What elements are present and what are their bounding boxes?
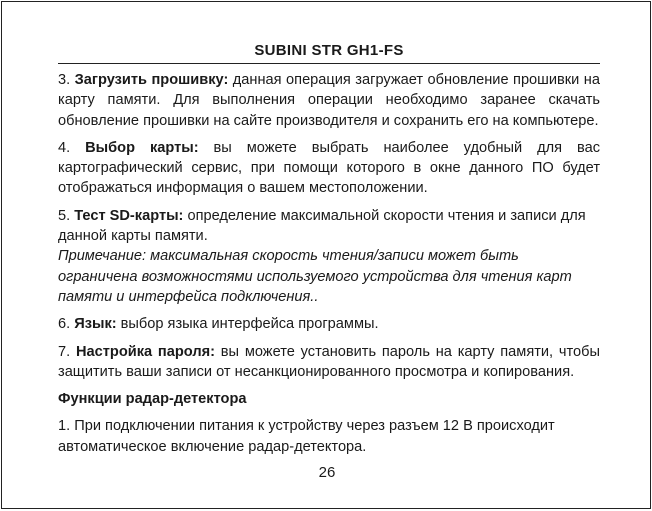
document-page — [1, 1, 651, 509]
item-number: 4. — [58, 139, 71, 156]
section-paragraph: 1. При подключении питания к устройству через разъем 12 В происходит автоматическое включение радар-детектора. — [58, 418, 555, 455]
item-map-select — [58, 138, 600, 199]
page-number: 26 — [318, 464, 336, 481]
item-number: 7. — [58, 343, 71, 360]
item-language — [58, 314, 600, 334]
item-password — [58, 342, 600, 383]
item-label: Выбор карты: — [85, 139, 199, 156]
item-text: вы можете установить пароль на карту памяти, чтобы защитить ваши записи от несанкционированного просмотра и копирования. — [58, 343, 600, 380]
item-label: Язык: — [74, 316, 117, 333]
page-content — [58, 70, 600, 464]
item-number: 3. — [58, 72, 71, 88]
page-header: SUBINI STR GH1-FS — [254, 42, 404, 59]
item-text: данная операция загружает обновление прошивки на карту памяти. Для выполнения операции необходимо заранее скачать обновление прошивки на сайте производителя и сохранить его на компьютере. — [58, 72, 600, 129]
section-title: Функции радар-детектора — [58, 391, 247, 408]
item-main-line — [58, 206, 600, 247]
item-label: Настройка пароля: — [75, 343, 215, 360]
item-number: 6. — [58, 316, 71, 333]
header-rule — [58, 63, 600, 64]
item-sd-test — [58, 206, 600, 307]
item-text: определение максимальной скорости чтения и записи для данной карты памяти. — [58, 207, 586, 245]
item-label: Загрузить прошивку: — [74, 72, 229, 88]
item-note: Примечание: максимальная скорость чтения/записи может быть ограничена возможностями используемого устройства для чтения карт памяти и интерфейса подключения.. — [58, 248, 572, 305]
item-upload-firmware — [58, 70, 600, 131]
item-label: Тест SD-карты: — [74, 207, 184, 224]
item-text: вы можете выбрать наиболее удобный для вас картографический сервис, при помощи которого в окне данного ПО будет отображаться информация о вашем местоположении. — [58, 139, 601, 197]
item-text: выбор языка интерфейса программы. — [120, 316, 379, 333]
item-number: 5. — [58, 207, 71, 224]
